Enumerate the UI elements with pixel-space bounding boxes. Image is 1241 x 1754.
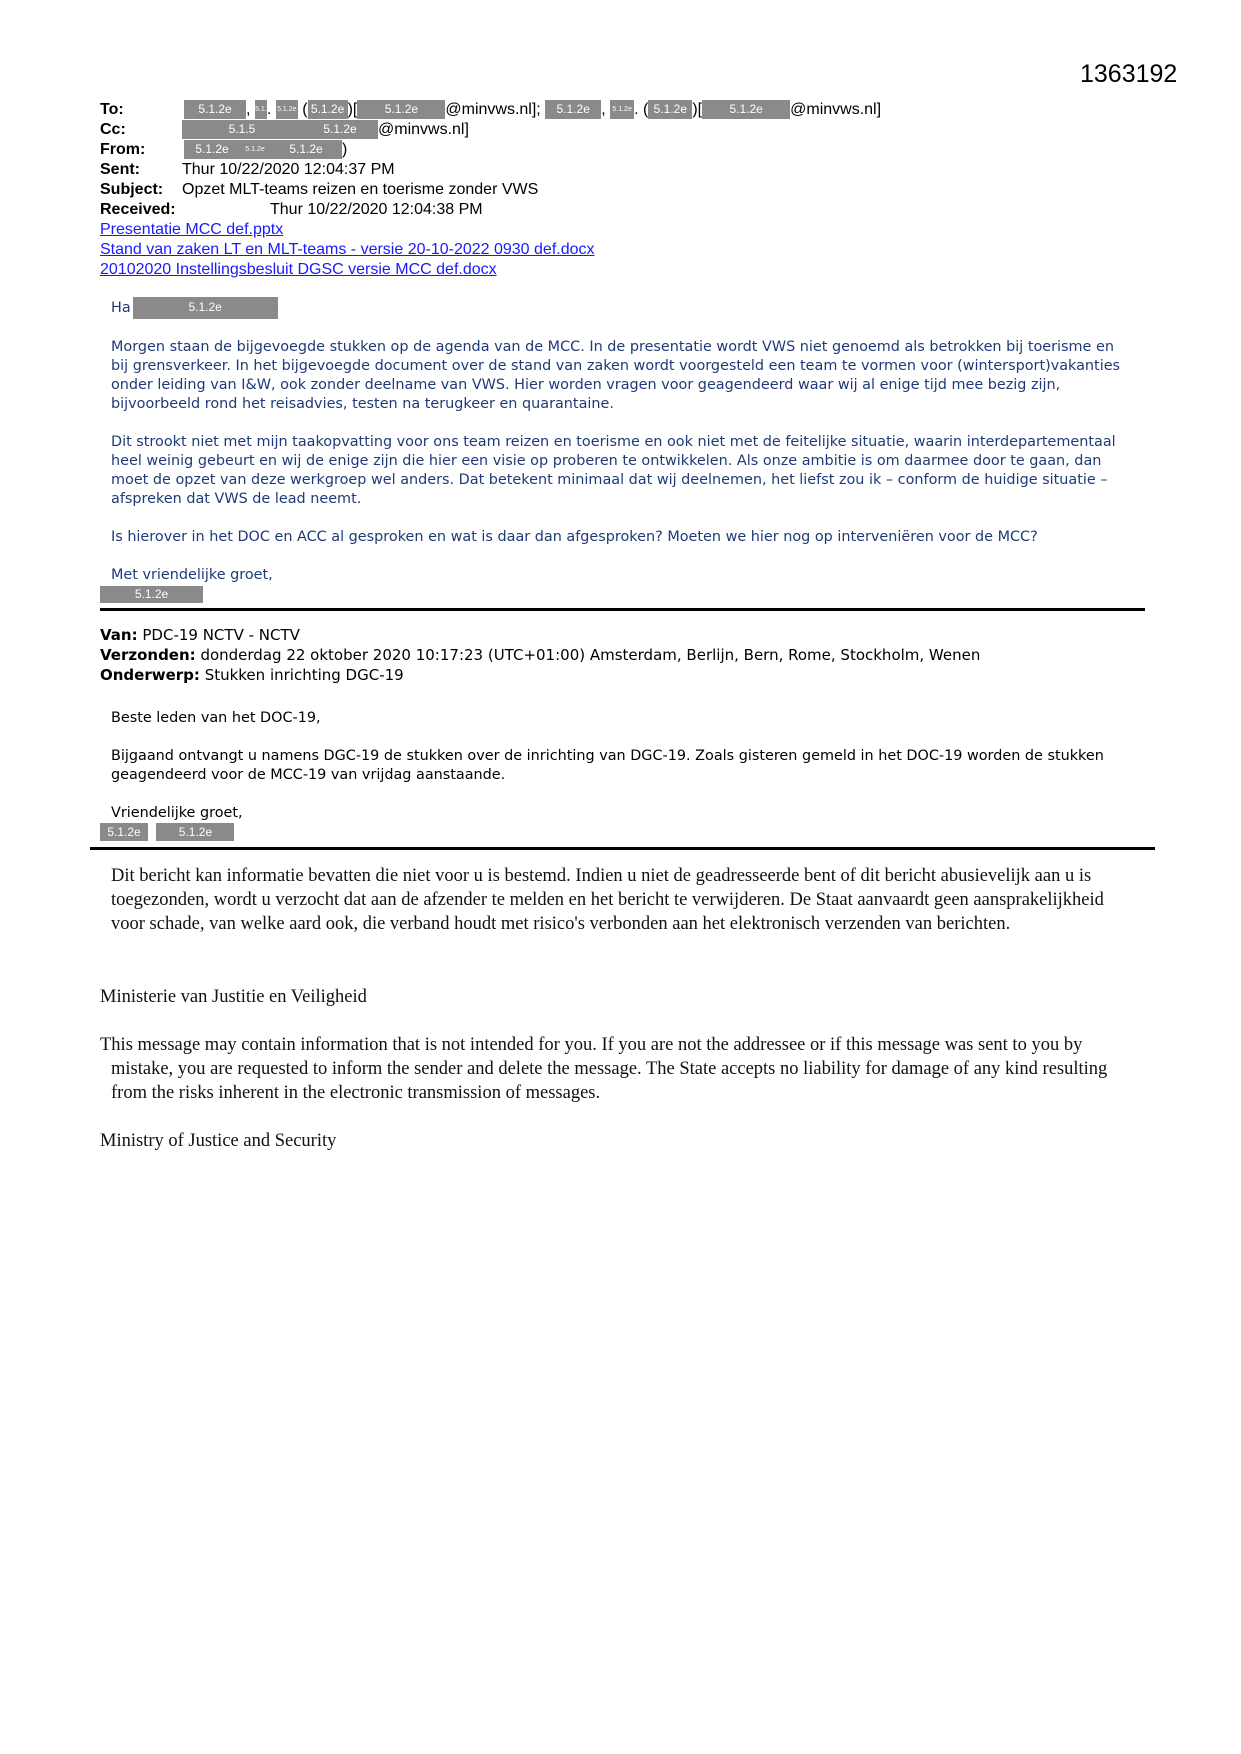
attachment-link[interactable]: 20102020 Instellingsbesluit DGSC versie MCC def.docx <box>100 261 497 278</box>
attachment-link[interactable]: Presentatie MCC def.pptx <box>100 221 284 238</box>
from-close: ) <box>342 141 348 158</box>
message-closing: Met vriendelijke groet, <box>111 567 273 583</box>
to-label: To: <box>100 101 124 118</box>
to-row <box>100 100 881 120</box>
onderwerp-row <box>100 665 980 685</box>
received-label: Received: <box>100 201 176 218</box>
redaction: 5.1.2e <box>357 100 445 119</box>
forwarded-signature <box>100 823 234 841</box>
attachment-link[interactable]: Stand van zaken LT en MLT-teams - versie 20-10-2022 0930 def.docx <box>100 241 595 258</box>
to-separator: . <box>634 101 639 118</box>
redaction: 5.1.2e <box>702 100 790 119</box>
redaction: 5.1. <box>255 100 267 119</box>
disclaimer-org-en: Ministry of Justice and Security <box>100 1131 337 1151</box>
redaction: 5.1.2e <box>184 140 240 159</box>
sent-value: Thur 10/22/2020 12:04:37 PM <box>182 161 395 178</box>
divider <box>90 847 1155 850</box>
divider <box>100 608 1145 611</box>
sent-label: Sent: <box>100 161 140 178</box>
to-domain: @minvws.nl]; <box>445 101 541 118</box>
forwarded-header <box>100 625 980 685</box>
van-value: PDC-19 NCTV - NCTV <box>142 626 300 644</box>
to-separator: ( <box>302 101 308 118</box>
verzonden-value: donderdag 22 oktober 2020 10:17:23 (UTC+01:00) Amsterdam, Berlijn, Bern, Rome, Stockholm, Wenen <box>200 646 981 664</box>
to-separator: , <box>246 101 251 118</box>
message-paragraph: Is hierover in het DOC en ACC al gesproken en wat is daar dan afgesproken? Moeten we hier nog op interveniëren voor de MCC? <box>111 529 1038 545</box>
redaction: 5.1.5 <box>182 120 302 139</box>
message-body <box>111 338 1131 585</box>
onderwerp-label: Onderwerp: <box>100 666 200 684</box>
document-number: 1363192 <box>1080 60 1178 88</box>
redaction: 5.1.2e <box>648 100 692 119</box>
to-separator: )[ <box>347 101 358 118</box>
received-value: Thur 10/22/2020 12:04:38 PM <box>270 201 483 218</box>
to-separator: . <box>266 101 272 118</box>
verzonden-row <box>100 645 980 665</box>
message-greeting <box>111 297 1131 319</box>
attachments <box>100 220 595 280</box>
onderwerp-value: Stukken inrichting DGC-19 <box>204 666 404 684</box>
disclaimer-org-nl: Ministerie van Justitie en Veiligheid <box>100 987 367 1007</box>
sent-row <box>100 160 881 180</box>
van-row <box>100 625 980 645</box>
redaction: 5.1.2e <box>610 100 634 119</box>
van-label: Van: <box>100 626 138 644</box>
received-row <box>100 200 881 220</box>
redaction: 5.1.2e <box>100 586 203 603</box>
from-row <box>100 140 881 160</box>
greeting-text: Ha <box>111 300 131 316</box>
forwarded-paragraph: Bijgaand ontvangt u namens DGC-19 de stukken over de inrichting van DGC-19. Zoals gisteren gemeld in het DOC-19 worden de stukken geagendeerd voor de MCC-19 van vrijdag aanstaande. <box>111 748 1104 783</box>
to-separator: , <box>601 101 606 118</box>
disclaimer-en: This message may contain information that is not intended for you. If you are not the addressee or if this message was sent to you by mistake, you are requested to inform the sender and delete the message. The State accepts no liability for damage of any kind resulting from the risks inherent in the electronic transmission of messages. <box>100 1035 1108 1103</box>
cc-domain: @minvws.nl] <box>378 121 469 138</box>
to-separator: )[ <box>692 101 703 118</box>
redaction: 5.1.2e <box>308 100 348 119</box>
subject-value: Opzet MLT-teams reizen en toerisme zonder VWS <box>182 181 539 198</box>
message-paragraph: Morgen staan de bijgevoegde stukken op de agenda van de MCC. In de presentatie wordt VWS niet genoemd als betrokken bij toerisme en bij grensverkeer. In het bijgevoegde document over de stand van zaken wordt voorgesteld een team te vormen voor (wintersport)vakanties onder leiding van I&W, ook zonder deelname van VWS. Hier worden vragen voor geagendeerd waar wij al enige tijd mee bezig zijn, bijvoorbeeld rond het reisadvies, testen na terugkeer en quarantaine. <box>111 339 1121 412</box>
redaction: 5.1.2e <box>133 297 278 319</box>
forwarded-closing: Vriendelijke groet, <box>111 805 243 821</box>
forwarded-body <box>111 709 1131 823</box>
subject-label: Subject: <box>100 181 164 198</box>
redaction: 5.1.2e <box>100 823 148 841</box>
message-paragraph: Dit strookt niet met mijn taakopvatting voor ons team reizen en toerisme en ook niet met de feitelijke situatie, waarin interdepartementaal heel weinig gebeurt en wij de enige zijn die hier een visie op proberen te ontwikkelen. Als onze ambitie is om daarmee door te gaan, dan moet de opzet van deze werkgroep wel anders. Dat betekent minimaal dat wij deelnemen, het liefst zou ik – conform de huidige situatie – afspreken dat VWS de lead neemt. <box>111 434 1116 507</box>
redaction: 5.1.2e <box>184 100 246 119</box>
redaction: 5.1.2e <box>240 140 270 159</box>
redaction: 5.1.2e <box>545 100 601 119</box>
redaction: 5.1.2e <box>156 823 234 841</box>
redaction: 5.1.2e <box>270 140 342 159</box>
cc-row <box>100 120 881 140</box>
redaction: 5.1.2e <box>302 120 378 139</box>
from-label: From: <box>100 141 146 158</box>
email-header <box>100 100 881 220</box>
to-domain: @minvws.nl] <box>790 101 882 118</box>
cc-label: Cc: <box>100 121 126 138</box>
verzonden-label: Verzonden: <box>100 646 196 664</box>
disclaimer-nl: Dit bericht kan informatie bevatten die niet voor u is bestemd. Indien u niet de geadresseerde bent of dit bericht abusievelijk aan u is toegezonden, wordt u verzocht dat aan de afzender te melden en het bericht te verwijderen. De Staat aanvaardt geen aansprakelijkheid voor schade, van welke aard ook, die verband houdt met risico's verbonden aan het elektronisch verzenden van berichten. <box>111 866 1104 934</box>
signature <box>100 586 203 604</box>
redaction: 5.1.2e <box>276 100 298 119</box>
subject-row <box>100 180 881 200</box>
to-separator: ( <box>643 101 649 118</box>
forwarded-greeting: Beste leden van het DOC-19, <box>111 710 321 726</box>
